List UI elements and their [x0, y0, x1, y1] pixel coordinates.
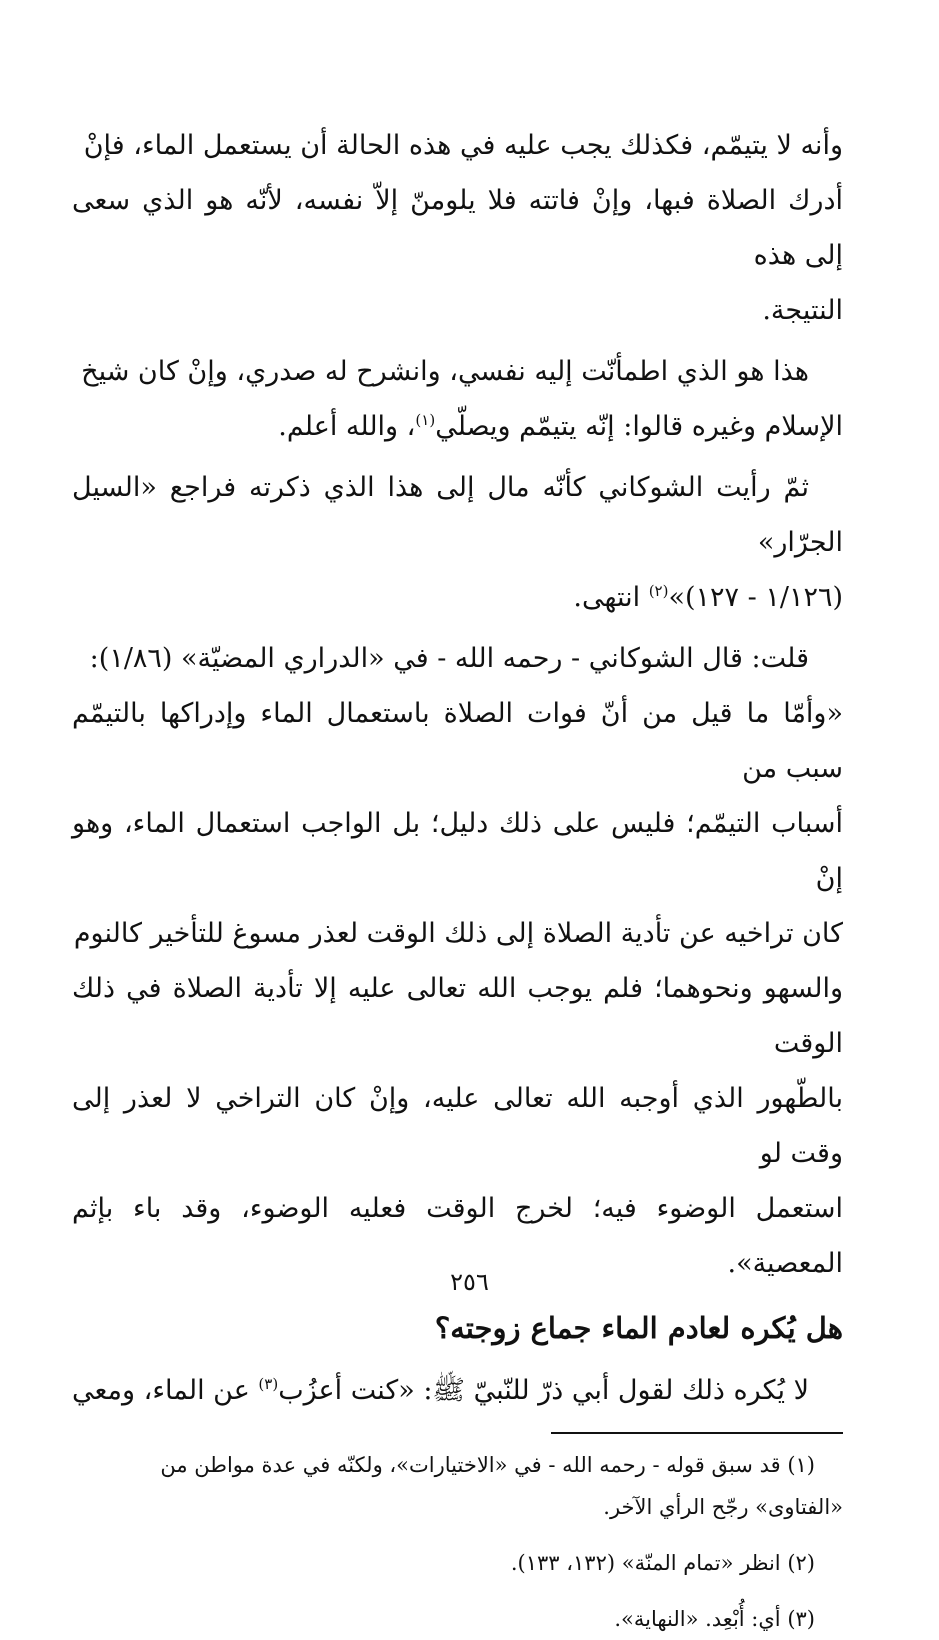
paragraph-5-line-1: [72, 1363, 843, 1418]
section-heading: هل يُكره لعادم الماء جماع زوجته؟: [434, 1311, 843, 1345]
footnote-separator: [551, 1432, 843, 1434]
paragraph-4-line-4: كان تراخيه عن تأدية الصلاة إلى ذلك الوقت لعذر مسوغ للتأخير كالنوم: [73, 918, 843, 949]
paragraph-4-line-7: استعمل الوضوء فيه؛ لخرج الوقت فعليه الوضوء، وقد باء بإثم المعصية».: [72, 1193, 843, 1279]
main-text: [72, 118, 843, 1418]
paragraph-2-line-1: هذا هو الذي اطمأنّت إليه نفسي، وانشرح له صدري، وإنْ كان شيخ: [81, 356, 809, 387]
footnote-marker-1: (١): [415, 411, 436, 429]
paragraph-1-line-3: النتيجة.: [762, 295, 843, 326]
footnote-marker-2: (٢): [648, 582, 669, 600]
paragraph-2-text-b: ، والله أعلم.: [278, 411, 416, 442]
paragraph-5-text-a: لا يُكره ذلك لقول أبي ذرّ للنّبيّ ﷺ: «كنت أعزُب: [278, 1375, 809, 1406]
paragraph-4-line-6: بالطّهور الذي أوجبه الله تعالى عليه، وإنْ كان التراخي لا لعذر إلى وقت لو: [72, 1083, 843, 1169]
paragraph-3-line-2: [72, 570, 843, 625]
paragraph-4-line-1: قلت: قال الشوكاني - رحمه الله - في «الدراري المضيّة» (١/٨٦):: [89, 643, 809, 674]
paragraph-3-line-1: ثمّ رأيت الشوكاني كأنّه مال إلى هذا الذي ذكرته فراجع «السيل الجرّار»: [72, 472, 843, 558]
paragraph-1-line-1: وأنه لا يتيمّم، فكذلك يجب عليه في هذه الحالة أن يستعمل الماء، فإنْ: [83, 130, 843, 161]
footnotes: [72, 1444, 843, 1640]
paragraph-2-text-a: الإسلام وغيره قالوا: إنّه يتيمّم ويصلّي: [435, 411, 843, 442]
paragraph-4-line-5: والسهو ونحوهما؛ فلم يوجب الله تعالى عليه إلا تأدية الصلاة في ذلك الوقت: [72, 973, 843, 1059]
footnote-1-line-1: (١) قد سبق قوله - رحمه الله - في «الاختيارات»، ولكنّه في عدة مواطن من: [160, 1453, 815, 1477]
paragraph-1-line-2: أدرك الصلاة فبها، وإنْ فاتته فلا يلومنّ إلاّ نفسه، لأنّه هو الذي سعى إلى هذه: [72, 185, 843, 271]
paragraph-4-line-2: «وأمّا ما قيل من أنّ فوات الصلاة باستعمال الماء وإدراكها بالتيمّم سبب من: [72, 698, 843, 784]
footnote-3: (٣) أي: أُبْعِد. «النهاية».: [614, 1607, 815, 1631]
paragraph-3-text-a: (١/١٢٦ - ١٢٧)»: [668, 582, 843, 613]
footnote-1-line-2: «الفتاوى» رجّح الرأي الآخر.: [603, 1495, 843, 1519]
footnote-1: [72, 1444, 843, 1528]
footnote-marker-3: (٣): [258, 1375, 279, 1393]
paragraph-4-line-3: أسباب التيمّم؛ فليس على ذلك دليل؛ بل الواجب استعمال الماء، وهو إنْ: [72, 808, 843, 894]
page-number: ٢٥٦: [450, 1268, 489, 1296]
paragraph-3-text-b: انتهى.: [573, 582, 649, 613]
paragraph-2-line-2: [72, 399, 843, 454]
footnote-2: (٢) انظر «تمام المنّة» (١٣٢، ١٣٣).: [510, 1551, 815, 1575]
paragraph-5-text-b: عن الماء، ومعي: [72, 1375, 259, 1406]
